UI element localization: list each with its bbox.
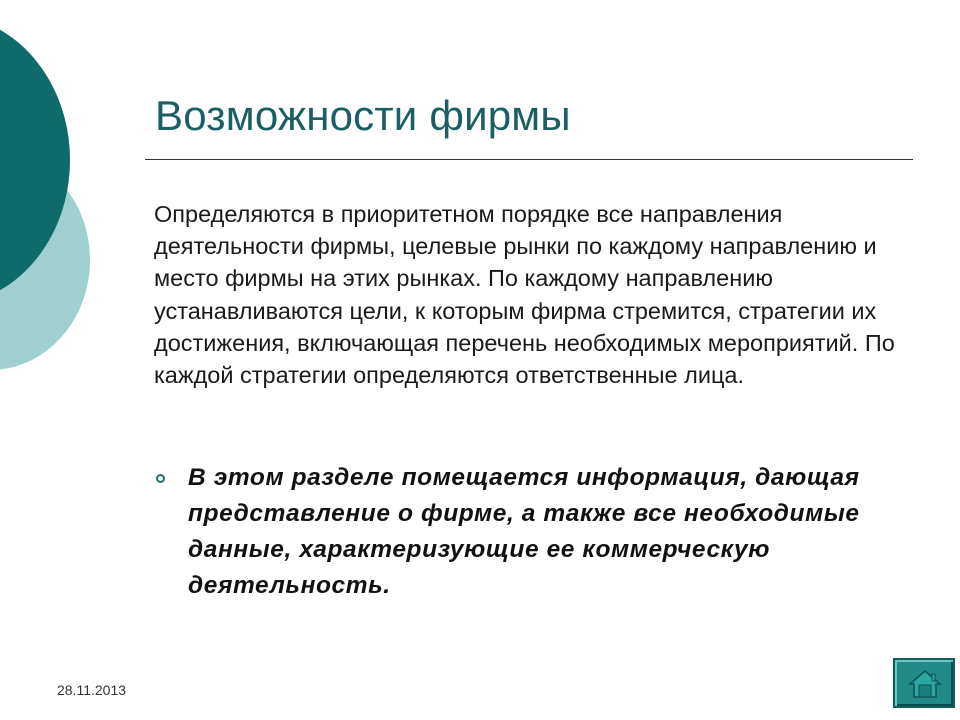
title-divider <box>145 159 913 160</box>
body-paragraph: Определяются в приоритетном порядке все направления деятельности фирмы, целевые рынки по каждому направлению и место фирмы на этих рынках. По каждому направлению устанавливаются цели, к которым фирма стремится, стратегии их достижения, включающая перечень необходимых мероприятий. По каждой стратегии определяются ответственные лица. <box>154 201 895 389</box>
home-button[interactable] <box>893 658 955 708</box>
bullet-circle-icon <box>156 474 165 483</box>
slide-title: Возможности фирмы <box>155 92 571 139</box>
bullet-text: В этом разделе помещается информация, дающая представление о фирме, а также все необходимые данные, характеризующие ее коммерческую деятельность. <box>188 464 860 599</box>
home-icon <box>908 668 942 700</box>
footer-date: 28.11.2013 <box>57 682 127 698</box>
